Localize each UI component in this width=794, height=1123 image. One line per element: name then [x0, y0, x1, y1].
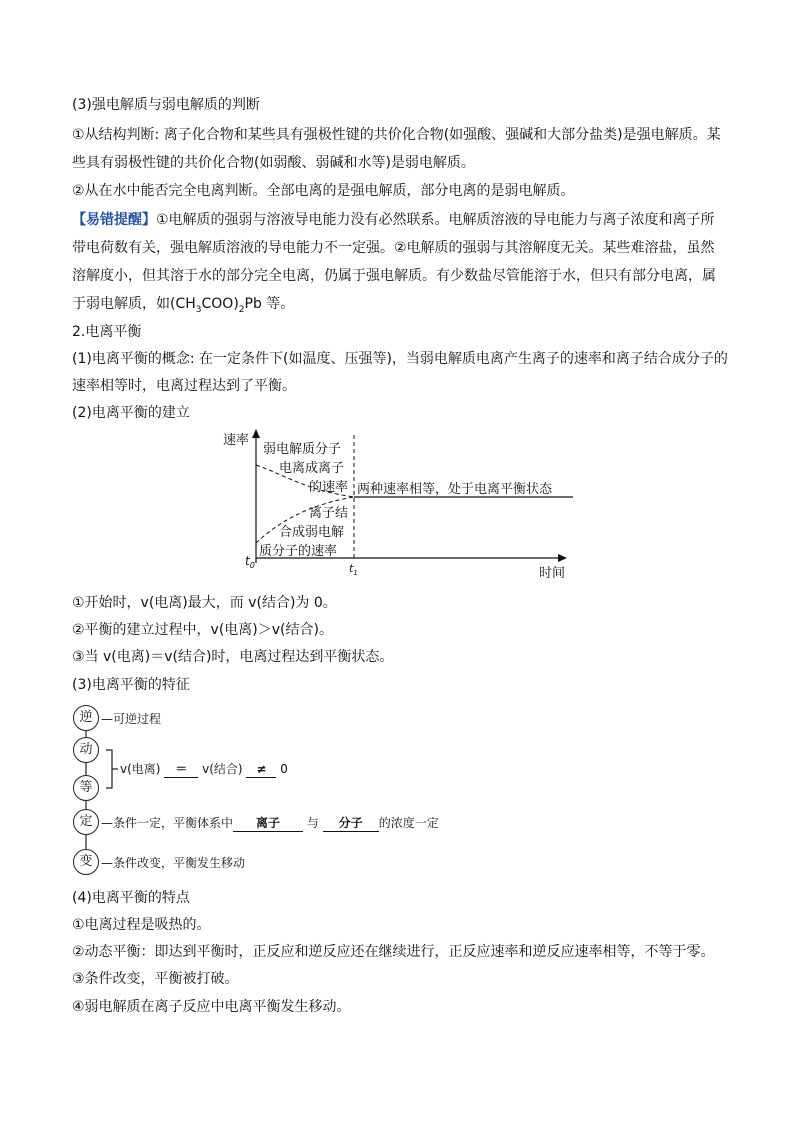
- tip-line-3: 溶解度小，但其溶于水的部分完全电离，仍属于强电解质。有少数盐尽管能溶于水，但只有部分电离，属: [72, 268, 716, 284]
- point-3: ③当 v(电离)＝v(结合)时，电离过程达到平衡状态。: [72, 649, 394, 665]
- upper-label-1: 弱电解质分子: [263, 442, 342, 457]
- trait-2: ②动态平衡：即达到平衡时，正反应和逆反应还在继续进行，正反应速率和逆反应速率相等，不等于零。: [72, 944, 715, 960]
- section3-paragraph-2: ②从在水中能否完全电离判断。全部电离的是强电解质，部分电离的是弱电解质。: [72, 183, 575, 199]
- tip-formula-a: 于弱电解质，如(CH: [72, 296, 196, 312]
- lower-label-2: 合成弱电解: [279, 525, 345, 540]
- blank-molecule: 分子: [323, 815, 379, 832]
- section3-paragraph-1a: ①从结构判断: 离子化合物和某些具有强极性键的共价化合物(如强酸、强碱和大部分盐类)是强电解质。某: [72, 127, 721, 143]
- point-1: ①开始时，v(电离)最大，而 v(结合)为 0。: [72, 595, 337, 611]
- circle-dynamic: 动: [73, 737, 99, 763]
- equal-rate-label: 两种速率相等，处于电离平衡状态: [357, 482, 553, 497]
- feature-fixed-suffix: 的浓度一定: [378, 816, 439, 830]
- feature-fixed-text: [101, 815, 439, 832]
- tip-formula-sub2: 2: [238, 304, 245, 315]
- blank-not-equal: ≠: [246, 761, 276, 778]
- blank-ion: 离子: [233, 815, 303, 832]
- equilibrium-chart: [215, 425, 585, 585]
- circle-change: 变: [73, 849, 99, 875]
- rate-ionization: v(电离): [120, 762, 161, 776]
- lower-label-1: 离子结: [309, 506, 349, 521]
- circle-reverse: 逆: [73, 705, 99, 731]
- tip-formula-b: COO): [201, 296, 239, 312]
- feature-change-text: —条件改变，平衡发生移动: [101, 856, 246, 870]
- trait-4: ④弱电解质在离子反应中电离平衡发生移动。: [72, 999, 351, 1015]
- x-axis-label: 时间: [539, 566, 566, 581]
- section2-title: 2.电离平衡: [72, 324, 142, 340]
- section3-paragraph-1b: 些具有弱极性键的共价化合物(如弱酸、弱碱和水等)是弱电解质。: [72, 155, 475, 171]
- point-2: ②平衡的建立过程中，v(电离)＞v(结合)。: [72, 622, 333, 638]
- rate-combination: v(结合): [202, 762, 243, 776]
- concept-line-a: (1)电离平衡的概念: 在一定条件下(如温度、压强等)，当弱电解质电离产生离子的速率和离子结合成分子的: [72, 351, 728, 367]
- section3-title: (3)强电解质与弱电解质的判断: [72, 97, 260, 113]
- features-title: (3)电离平衡的特征: [72, 677, 190, 693]
- x-axis-arrow: [558, 554, 567, 562]
- circle-fixed: 定: [73, 809, 99, 835]
- y-axis-label: 速率: [223, 433, 250, 448]
- t1-label: $t_1$: [349, 562, 358, 577]
- upper-label-3: 的速率: [309, 480, 349, 495]
- zero-value: 0: [280, 762, 288, 776]
- feature-rate-equation: [120, 761, 288, 778]
- traits-title: (4)电离平衡的特点: [72, 890, 190, 906]
- feature-reversible-text: —可逆过程: [101, 712, 162, 726]
- tip-line-2: 带电荷数有关，强电解质溶液的导电能力不一定强。②电解质的强弱与其溶解度无关。某些难溶盐，虽然: [72, 240, 715, 256]
- tip-text-1: ①电解质的强弱与溶液导电能力没有必然联系。电解质溶液的导电能力与离子浓度和离子所: [156, 212, 715, 228]
- trait-3: ③条件改变，平衡被打破。: [72, 971, 239, 987]
- trait-1: ①电离过程是吸热的。: [72, 917, 211, 933]
- tip-line-1: [72, 210, 715, 230]
- feature-fixed-prefix: —条件一定，平衡体系中: [101, 816, 234, 830]
- tip-line-4: [72, 294, 294, 320]
- circle-equal: 等: [73, 775, 99, 801]
- origin-label: $t_0$: [245, 554, 255, 570]
- tip-formula-c: Pb 等。: [244, 296, 295, 312]
- tip-formula-sub1: 3: [195, 304, 202, 315]
- tip-label: 【易错提醒】: [72, 212, 156, 228]
- concept-line-b: 速率相等时，电离过程达到了平衡。: [72, 378, 296, 394]
- lower-label-3: 质分子的速率: [259, 544, 338, 559]
- blank-equal: ＝: [164, 761, 198, 778]
- establish-title: (2)电离平衡的建立: [72, 405, 190, 421]
- upper-label-2: 电离成离子: [279, 461, 345, 476]
- feature-fixed-and: 与: [306, 816, 319, 830]
- y-axis-arrow: [252, 429, 260, 438]
